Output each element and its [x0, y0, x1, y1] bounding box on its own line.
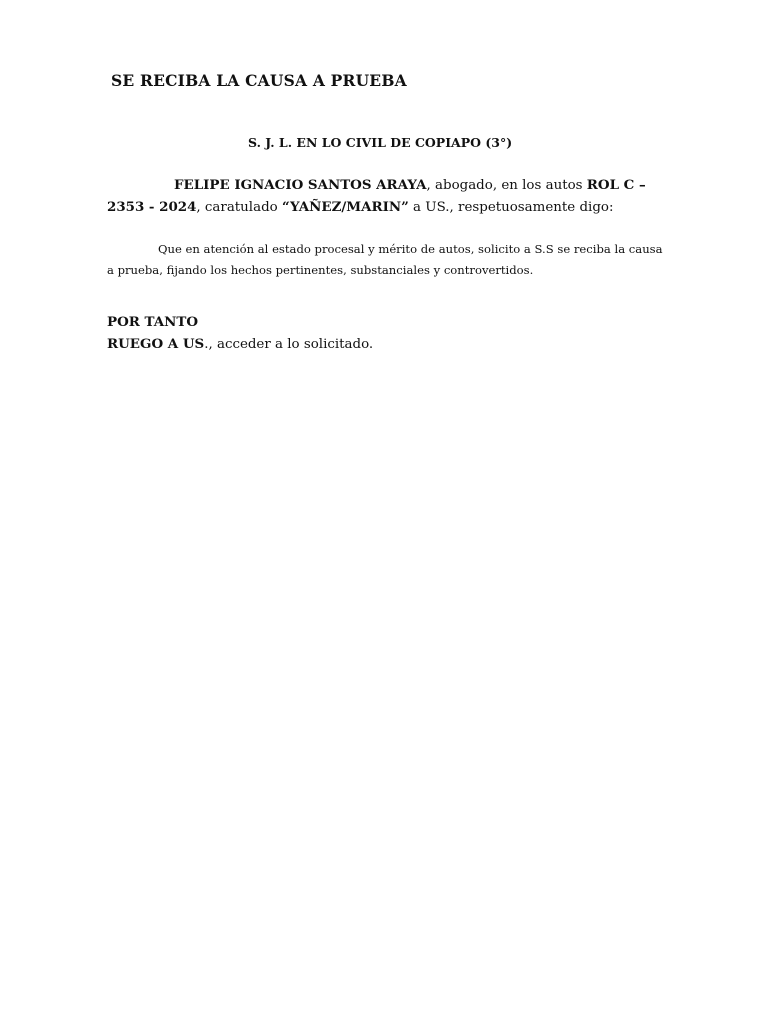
body-line-2: a prueba, fijando los hechos pertinentes, substanciales y controvertidos. [107, 263, 534, 277]
ruego-rest: ., acceder a lo solicitado. [204, 337, 374, 352]
por-tanto-heading: POR TANTO [107, 314, 199, 330]
intro-line-1 [174, 177, 646, 193]
intro-text: , abogado, en los autos [426, 178, 587, 193]
ruego-bold: RUEGO A US [107, 336, 205, 352]
lawyer-name: FELIPE IGNACIO SANTOS ARAYA [174, 177, 427, 193]
document-title: SE RECIBA LA CAUSA A PRUEBA [111, 71, 407, 90]
caratulado-text: , caratulado [196, 200, 282, 215]
body-line-1: Que en atención al estado procesal y mérito de autos, solicito a S.S se reciba la causa [158, 242, 663, 256]
case-rol-part2: 2353 - 2024 [107, 199, 197, 215]
case-rol-part1: ROL C – [586, 177, 646, 193]
ruego-line [107, 336, 373, 352]
intro-line-2 [107, 199, 613, 215]
court-header: S. J. L. EN LO CIVIL DE COPIAPO (3°) [248, 135, 513, 150]
intro-closing-text: a US., respetuosamente digo: [408, 200, 614, 215]
case-name: “YAÑEZ/MARIN” [281, 199, 409, 215]
